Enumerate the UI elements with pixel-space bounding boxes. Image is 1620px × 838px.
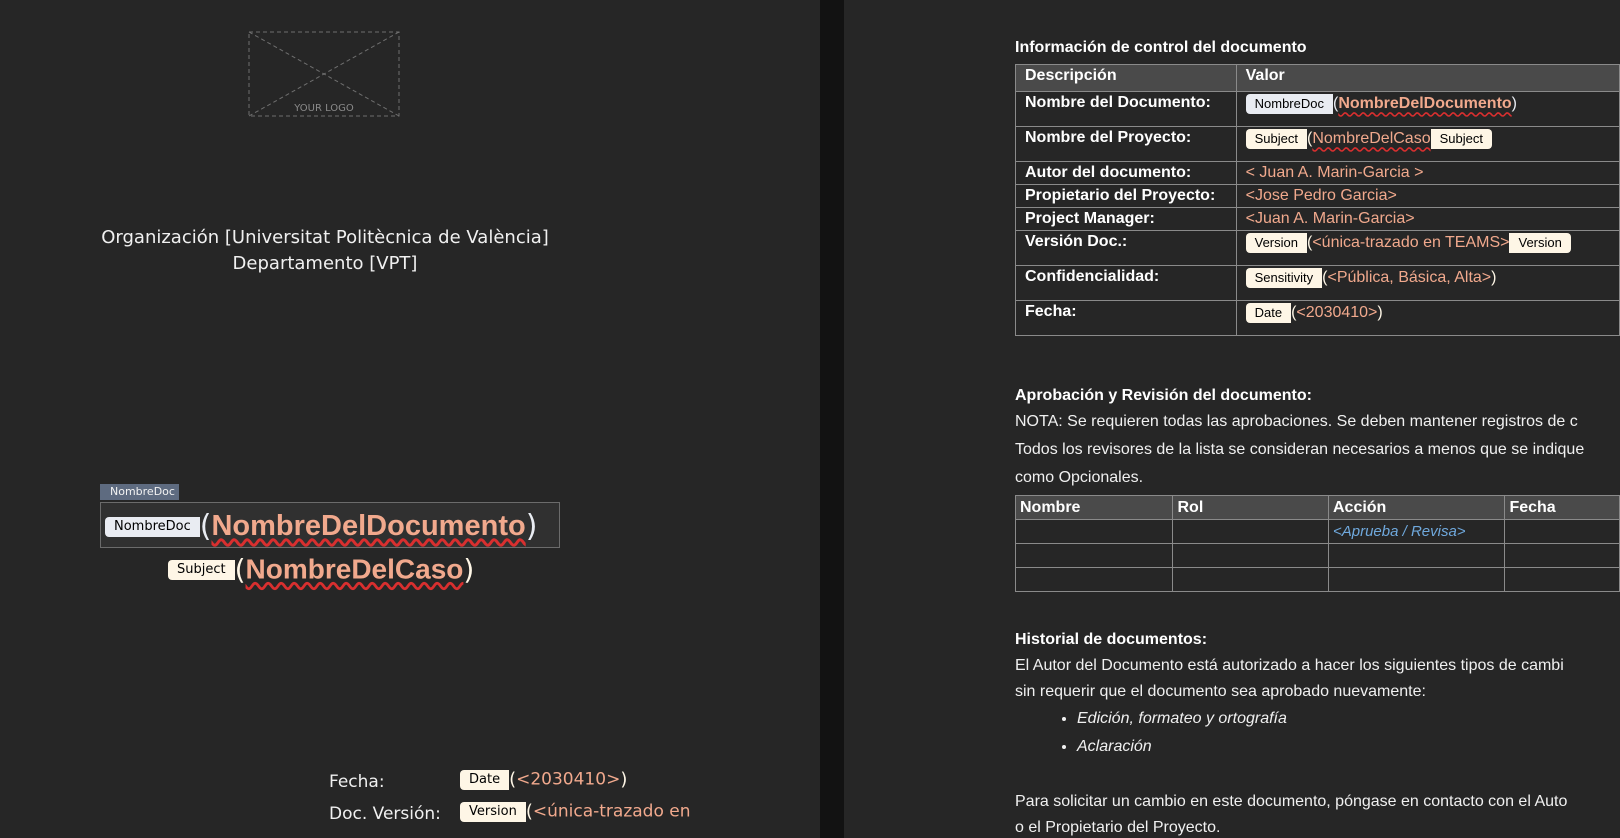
approval-line-3: como Opcionales. bbox=[1015, 469, 1144, 486]
version-control[interactable]: Version (<única-trazado en bbox=[460, 801, 691, 822]
contact-line-2: o el Propietario del Proyecto. bbox=[1015, 819, 1221, 836]
logo-placeholder[interactable] bbox=[248, 31, 400, 117]
author-label: Autor del documento: bbox=[1016, 162, 1237, 185]
list-item: • Edición, formateo y ortografía bbox=[1077, 705, 1287, 733]
doc-name-label: Nombre del Documento: bbox=[1016, 92, 1237, 127]
doc-name-tag: NombreDoc bbox=[105, 517, 200, 537]
fecha-label: Fecha: bbox=[329, 772, 385, 792]
col-name: Nombre bbox=[1016, 496, 1173, 520]
confidentiality-label: Confidencialidad: bbox=[1016, 266, 1237, 301]
logo-text: YOUR LOGO bbox=[294, 103, 354, 114]
history-line-1: El Autor del Documento está autorizado a hacer los siguientes tipos de cambi bbox=[1015, 657, 1564, 674]
project-name-value[interactable]: NombreDelCaso bbox=[1312, 130, 1431, 148]
project-name-cell[interactable]: Subject (NombreDelCaso Subject bbox=[1236, 127, 1619, 162]
table-cell[interactable] bbox=[1505, 568, 1620, 592]
contact-line-1: Para solicitar un cambio en este documento, póngase en contacto con el Auto bbox=[1015, 793, 1568, 810]
document-name-control[interactable]: NombreDoc (NombreDelDocumento) bbox=[100, 502, 560, 548]
table-cell[interactable] bbox=[1328, 544, 1504, 568]
organization-line[interactable] bbox=[90, 227, 560, 248]
table-cell[interactable] bbox=[1016, 520, 1173, 544]
table-row bbox=[1016, 231, 1620, 266]
table-cell[interactable] bbox=[1016, 544, 1173, 568]
action-placeholder-cell[interactable] bbox=[1328, 520, 1504, 544]
action-placeholder: <Aprueba / Revisa> bbox=[1332, 522, 1466, 540]
subject-value[interactable]: NombreDelCaso bbox=[245, 553, 464, 585]
bullet-list bbox=[1015, 705, 1287, 761]
table-row bbox=[1016, 520, 1620, 544]
doc-name-value[interactable]: NombreDelDocumento bbox=[211, 510, 526, 542]
date-tag: Date bbox=[1246, 303, 1291, 323]
doc-name-tag: NombreDoc bbox=[1246, 94, 1333, 114]
pm-value[interactable]: <Juan A. Marin-Garcia> bbox=[1236, 208, 1619, 231]
date-value[interactable]: <2030410> bbox=[516, 769, 621, 790]
table-cell[interactable] bbox=[1173, 568, 1329, 592]
table-cell[interactable] bbox=[1173, 544, 1329, 568]
list-item: • Aclaración bbox=[1077, 733, 1287, 761]
approval-heading: Aprobación y Revisión del documento: bbox=[1015, 387, 1312, 404]
author-value[interactable]: < Juan A. Marin-Garcia > bbox=[1236, 162, 1619, 185]
doc-name-value[interactable]: NombreDelDocumento bbox=[1338, 95, 1512, 113]
owner-label: Propietario del Proyecto: bbox=[1016, 185, 1237, 208]
version-close-tag: Version bbox=[1509, 233, 1570, 253]
control-heading: Información de control del documento bbox=[1015, 39, 1307, 56]
version-label: Versión Doc.: bbox=[1016, 231, 1237, 266]
date-control[interactable]: Date (<2030410>) bbox=[460, 769, 627, 790]
content-control-title-tab[interactable]: NombreDoc bbox=[100, 484, 179, 500]
organization-text: Organización [Universitat Politècnica de València] bbox=[101, 227, 549, 248]
page-gap bbox=[820, 0, 844, 838]
col-date: Fecha bbox=[1505, 496, 1620, 520]
subject-close-tag: Subject bbox=[1431, 129, 1492, 149]
subject-tag: Subject bbox=[168, 560, 235, 580]
approval-note: NOTA: Se requieren todas las aprobaciones. Se deben mantener registros de c bbox=[1015, 413, 1578, 430]
approval-table-header bbox=[1016, 496, 1620, 520]
table-row bbox=[1016, 544, 1620, 568]
control-table-header bbox=[1016, 65, 1620, 92]
header-value: Valor bbox=[1236, 65, 1619, 92]
control-table bbox=[1015, 64, 1620, 336]
fecha-label: Fecha: bbox=[1016, 301, 1237, 336]
table-row bbox=[1016, 92, 1620, 127]
table-cell[interactable] bbox=[1173, 520, 1329, 544]
approval-table bbox=[1015, 495, 1620, 592]
subject-control[interactable]: Subject (NombreDelCaso) bbox=[168, 553, 474, 586]
version-cell[interactable]: Version (<única-trazado en TEAMS> Version bbox=[1236, 231, 1619, 266]
table-row bbox=[1016, 185, 1620, 208]
date-tag: Date bbox=[460, 770, 509, 790]
col-action: Acción bbox=[1328, 496, 1504, 520]
control-info-page bbox=[844, 0, 1620, 838]
confidentiality-value[interactable]: <Pública, Básica, Alta> bbox=[1327, 269, 1492, 287]
approval-line-2: Todos los revisores de la lista se consideran necesarios a menos que se indique bbox=[1015, 441, 1585, 458]
table-row bbox=[1016, 162, 1620, 185]
col-role: Rol bbox=[1173, 496, 1329, 520]
table-row bbox=[1016, 127, 1620, 162]
table-cell[interactable] bbox=[1016, 568, 1173, 592]
confidentiality-cell[interactable]: Sensitivity (<Pública, Básica, Alta>) bbox=[1236, 266, 1619, 301]
history-heading: Historial de documentos: bbox=[1015, 631, 1208, 648]
owner-value[interactable]: <Jose Pedro Garcia> bbox=[1236, 185, 1619, 208]
history-line-2: sin requerir que el documento sea aprobado nuevamente: bbox=[1015, 683, 1426, 700]
table-row bbox=[1016, 568, 1620, 592]
table-cell[interactable] bbox=[1505, 544, 1620, 568]
table-row bbox=[1016, 266, 1620, 301]
project-name-label: Nombre del Proyecto: bbox=[1016, 127, 1237, 162]
version-label: Doc. Versión: bbox=[329, 804, 441, 824]
table-row bbox=[1016, 301, 1620, 336]
department-line[interactable]: Departamento [VPT] bbox=[232, 253, 418, 274]
fecha-value[interactable]: <2030410> bbox=[1296, 304, 1378, 322]
fecha-cell[interactable]: Date (<2030410>) bbox=[1236, 301, 1619, 336]
subject-open-tag: Subject bbox=[1246, 129, 1307, 149]
table-cell[interactable] bbox=[1328, 568, 1504, 592]
doc-name-cell[interactable]: NombreDoc (NombreDelDocumento) bbox=[1236, 92, 1619, 127]
version-open-tag: Version bbox=[1246, 233, 1307, 253]
sensitivity-tag: Sensitivity bbox=[1246, 268, 1323, 288]
table-row bbox=[1016, 208, 1620, 231]
version-value[interactable]: <única-trazado en TEAMS> bbox=[1312, 234, 1510, 252]
version-tag: Version bbox=[460, 802, 526, 822]
header-description: Descripción bbox=[1016, 65, 1237, 92]
pm-label: Project Manager: bbox=[1016, 208, 1237, 231]
version-value[interactable]: <única-trazado en bbox=[532, 801, 691, 822]
table-cell[interactable] bbox=[1505, 520, 1620, 544]
